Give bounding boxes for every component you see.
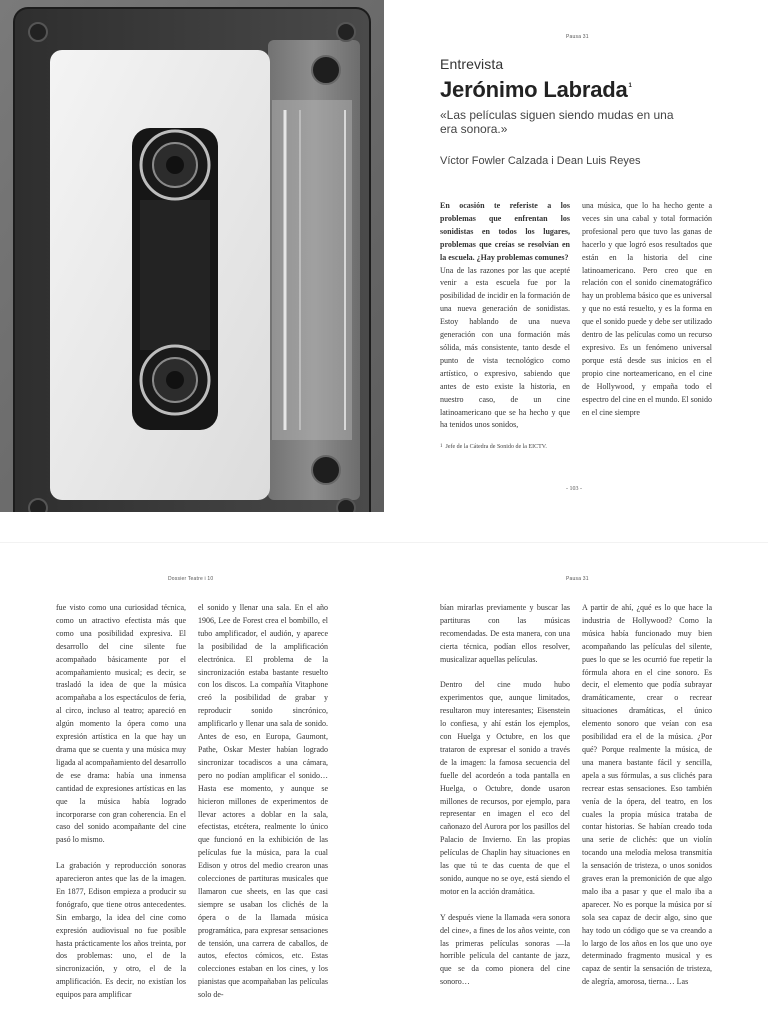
cassette-tape-photo xyxy=(0,0,384,512)
section-label: Entrevista xyxy=(440,56,504,72)
text-column-6 xyxy=(582,602,712,989)
footnote-text: Jefe de la Cátedra de Sonido de la EICTV. xyxy=(445,444,547,450)
footnote xyxy=(440,444,547,450)
interviewee-name xyxy=(440,77,632,103)
text-column-1 xyxy=(440,200,570,432)
paragraph: La grabación y reproducción sonoras aparecieron antes que las de la imagen. En 1877, Edison empieza a producir su fonógrafo, que tiene otros antecedentes. Sin embargo, la idea del cine como expresión audiovisual no fue posible hasta prácticamente los años treinta, por dos problemas: uno, el de la sincronización, y otro, el de la amplificación. Es decir, no existían los equipos para amplificar xyxy=(56,861,186,1000)
bottom-spread xyxy=(0,512,768,1024)
page-number: - 103 - xyxy=(566,486,582,492)
text-column-4 xyxy=(198,602,328,1002)
footnote-number: 1 xyxy=(440,444,443,449)
paragraph: A partir de ahí, ¿qué es lo que hace la industria de Hollywood? Como la música había funcionado muy bien acompañando las películas del silente, pues lo que se les ocurrió fue repetir la fórmula ahora en el cine sonoro. Es decir, el elemento que podía subrayar dramáticamente, crear o recrear situaciones dramáticas, el único elemento sonoro que veían con esa posibilidad era el de la música. ¿Por qué? Porque realmente la música, de una manera bastante fácil y sencilla, apela a sus fórmulas, a sus clichés para recrear estas sensaciones. Eso también venía de la ópera, del teatro, en los cuales la propia música trataba de contar historias. Se habían creado toda una serie de clichés: que un violín tocando una melodía melosa transmitía la sensación de tristeza, o unos sonidos graves eran la premonición de que algo malo iba a pasar y que el malo iba a aparecer. No es porque la música por sí sola sea capaz de decir algo, sino que hay todo un código que se va creando a lo largo de los años en los que uno oye determinado fragmento musical y es capaz de sentir la sensación de tristeza, de alegría, amorosa, tierna… Las xyxy=(582,603,712,987)
interview-question: En ocasión te referiste a los problemas que enfrentan los sonidistas en todos los lugares, problemas que creías se resolvían en la escuela. ¿Hay problemas comunes? xyxy=(440,201,570,262)
footnote-marker: 1 xyxy=(628,83,632,89)
page-folio: Pausa 31 xyxy=(566,34,589,40)
paragraph: Y después viene la llamada «era sonora del cine», a fines de los años veinte, con las primeras películas sonoras —la horrible película del cantante de jazz, que se da como pionera del cine sonoro… xyxy=(440,912,570,987)
paragraph: fue visto como una curiosidad técnica, como un atractivo efectista más que como una posibilidad expresiva. El desarrollo del cine silente fue acompañado básicamente por el acompañamiento musical; es decir, se trasladó la idea de que la música acompañaba a los espectáculos de feria, al circo, incluso al teatro; apareció en algún momento la ópera como una expresión artística en la que hay un drama que se cuenta y una música muy ligada al acompañamiento del desarrollo de ese drama: había una inmensa cantidad de expresiones artísticas en las que la música había logrado incorporarse con gran coherencia. En el caso del sonido acompañante del cine pasó lo mismo. xyxy=(56,603,186,845)
authors: Víctor Fowler Calzada i Dean Luis Reyes xyxy=(440,155,641,167)
pull-quote: «Las películas siguen siendo mudas en una era sonora.» xyxy=(440,108,674,136)
paragraph: una música, que lo ha hecho gente a veces sin una cabal y total formación profesional pero que tuvo las ganas de hacerlo y que logró esos resultados que están en la historia del cine latinoamericano. Pero creo que en relación con el sonido cinematográfico hay un problema básico que es universal y que no está resuelto, y es la forma en que el sonido puede y debe ser utilizado dentro de las películas como un recurso expresivo. Es un fenómeno universal porque está desde sus inicios en el propio cine norteamericano, en el cine de Hollywood, y empaña todo el espectro del cine en el mundo. El sonido en el cine siempre xyxy=(582,201,712,417)
paragraph: Dentro del cine mudo hubo experimentos que, aunque limitados, resultaron muy interesantes; Eisenstein lo confiesa, y ahí están los ejemplos, con Huelga y Octubre, en los que trataron de expresar el sonido a través de la imagen: la famosa secuencia del fuelle del acordeón a toda pantalla en Huelga, o Octubre, donde usaron millones de recursos, por ejemplo, para representar en imagen el eco del cañonazo del Aurora por los pasillos del Palacio de Invierno. En las propias películas de Chaplin hay situaciones en las que tú te das cuenta de que el sonido, aunque no se oye, está siendo el motor en la acción dramática. xyxy=(440,680,570,896)
interview-answer: Una de las razones por las que acepté venir a esta escuela fue por la posibilidad de incidir en la formación de una nueva generación de sonidistas. Estoy hablando de una nueva generación con una formación más sólida, más consistente, tanto desde el punto de vista tecnológico como artístico, o expresivo, sabiendo que antes de esto existe la historia, en nuestro caso, de un cine latinoamericano que se ha hecho y que ha tenidos unos sonidos, xyxy=(440,265,570,430)
text-column-5 xyxy=(440,602,570,989)
text-column-2 xyxy=(582,200,712,419)
left-page-folio: Dossier Teatre i 10 xyxy=(168,576,214,582)
paragraph: el sonido y llenar una sala. En el año 1906, Lee de Forest crea el bombillo, el tubo amplificador, el audión, y aparece la posibilidad de la amplificación electrónica. El problema de la sincronización estaba bastante resuelto con los discos. La compañía Vitaphone creó la posibilidad de grabar y reproducir sonido sincrónico, amplificarlo y llenar una sala de sonido. Antes de eso, en Europa, Gaumont, Pathe, Oskar Mester habían logrado sincronizar tocadiscos a una cámara, pero no podían amplificar el sonido… Hasta ese momento, y aunque se hicieron millones de experimentos de llevar actores a doblar en la sala, efectistas, etcétera, realmente lo único que funcionó en la exhibición de las películas fue la música, para la cual Edison y otros del medio crearon unas colecciones de partituras musicales que llamaron cue sheets, en las que casi siempre se usaban los clichés de la ópera o de la llamada música programática, para expresar sensaciones de tensión, una carrera de caballos, de autos, efectos cómicos, etc. Estas colecciones estaban en los cines, y los pianistas que acompañaban las películas solo de- xyxy=(198,603,328,1000)
paragraph: bían mirarlas previamente y buscar las partituras con las músicas recomendadas. De esta manera, con una cierta técnica, podían ellos resolver, musicalizar aquellas películas. xyxy=(440,603,570,664)
text-column-3 xyxy=(56,602,186,1002)
right-page-folio: Pausa 31 xyxy=(566,576,589,582)
interviewee-text: Jerónimo Labrada xyxy=(440,77,628,102)
